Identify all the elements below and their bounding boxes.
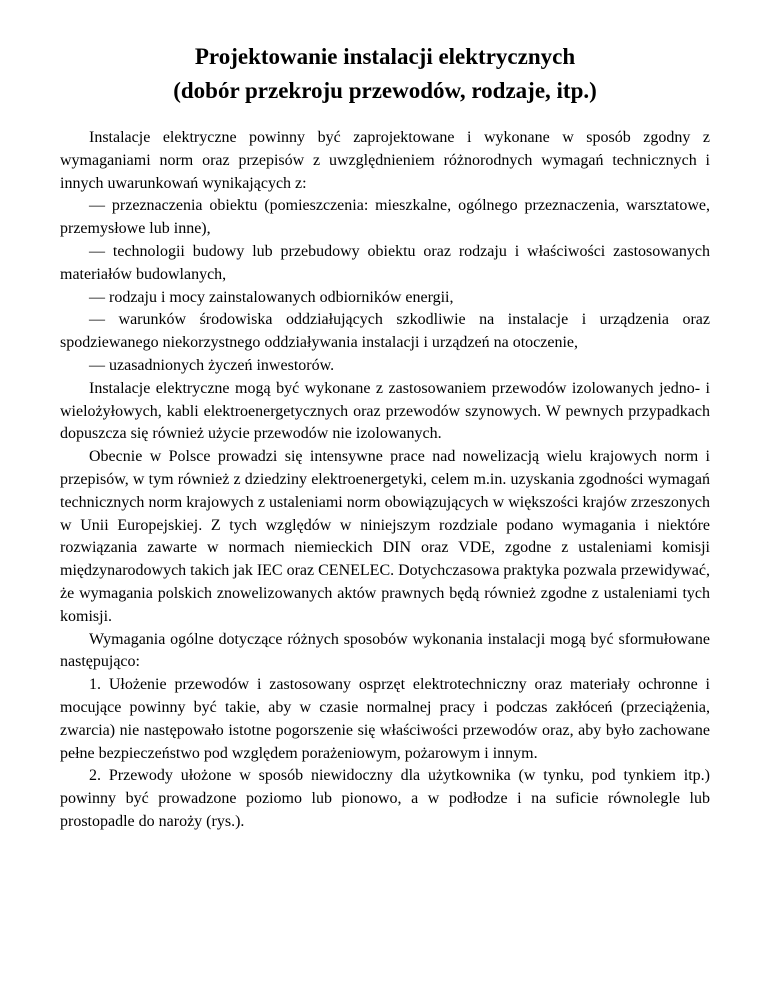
document-page [60, 40, 710, 834]
paragraph-standards: Obecnie w Polsce prowadzi się intensywne prace nad nowelizacją wielu krajowych norm i przepisów, w tym również z dziedziny elektroenergetyki, celem m.in. uzyskania zgodności wymagań technicznych norm krajowych z ustaleniami norm obowiązujących w większości krajów zrzeszonych w Unii Europejskiej. Z tych względów w niniejszym rozdziale podano wymagania i niektóre rozwiązania zawarte w normach niemieckich DIN oraz VDE, zgodne z ustaleniami komisji międzynarodowych takich jak IEC oraz CENELEC. Dotychczasowa praktyka pozwala przewidywać, że wymagania polskich znowelizowanych aktów prawnych będą również zgodne z ustaleniami tych komisji. [60, 448, 710, 625]
paragraph-intro: Instalacje elektryczne powinny być zaprojektowane i wykonane w sposób zgodny z wymaganiami norm oraz przepisów z uwzględnieniem różnorodnych wymagań technicznych i innych uwarunkowań wynikających z: [60, 129, 710, 192]
list-item-investors: — uzasadnionych życzeń inwestorów. [89, 356, 335, 374]
list-item-purpose: — przeznaczenia obiektu (pomieszczenia: mieszkalne, ogólnego przeznaczenia, warsztatowe, przemysłowe lub inne), [60, 197, 710, 238]
requirement-1: 1. Ułożenie przewodów i zastosowany osprzęt elektrotechniczny oraz materiały ochronne i mocujące powinny być takie, aby w czasie normalnej pracy i podczas zakłóceń (przeciążenia, zwarcia) nie następowało istotne pogorszenie się właściwości przewodów oraz, aby było zachowane pełne bezpieczeństwo pod względem porażeniowym, pożarowym i innym. [60, 676, 710, 762]
list-item-technology: — technologii budowy lub przebudowy obiektu oraz rodzaju i właściwości zastosowanych materiałów budowlanych, [60, 242, 710, 283]
paragraph-general-requirements: Wymagania ogólne dotyczące różnych sposobów wykonania instalacji mogą być sformułowane następująco: [60, 630, 710, 671]
requirement-2: 2. Przewody ułożone w sposób niewidoczny dla użytkownika (w tynku, pod tynkiem itp.) powinny być prowadzone poziomo lub pionowo, a w podłodze i na suficie równolegle lub prostopadle do naroży (rys.). [60, 767, 710, 830]
page-title-line-2: (dobór przekroju przewodów, rodzaje, itp.) [173, 78, 597, 103]
list-item-environment: — warunków środowiska oddziałujących szkodliwie na instalacje i urządzenia oraz spodziewanego niekorzystnego oddziaływania instalacji i urządzeń na otoczenie, [60, 311, 710, 352]
paragraph-conductors: Instalacje elektryczne mogą być wykonane z zastosowaniem przewodów izolowanych jedno- i wielożyłowych, kabli elektroenergetycznych oraz przewodów szynowych. W pewnych przypadkach dopuszcza się również użycie przewodów nie izolowanych. [60, 379, 710, 443]
document-body [60, 127, 710, 834]
page-title-line-1: Projektowanie instalacji elektrycznych [194, 44, 576, 69]
list-item-receivers: — rodzaju i mocy zainstalowanych odbiorników energii, [89, 288, 454, 306]
page-title [60, 40, 710, 108]
